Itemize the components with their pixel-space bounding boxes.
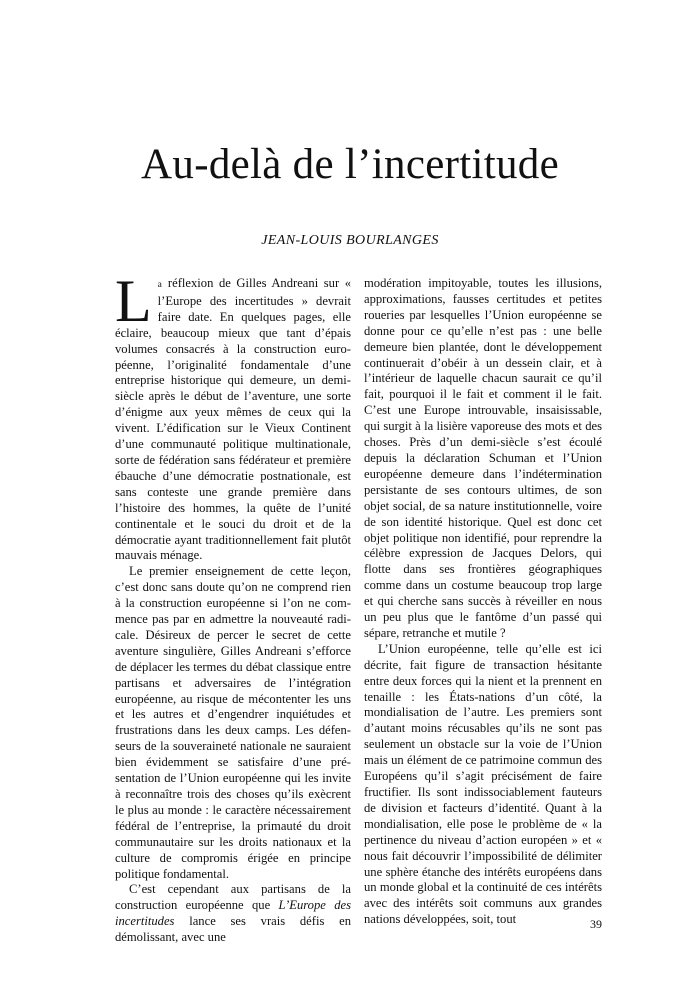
paragraph-3-text-a: C’est cependant aux partisans de la construction européenne que [115, 882, 351, 913]
paragraph-3 [115, 882, 351, 946]
paragraph-3-text-b: lance ses vrais défis en démolissant, avec une [115, 914, 351, 945]
paragraph-4: modération impitoyable, toutes les illusions, approximations, fausses certitudes et petites roueries par lesquelles l’Union européenne se donne pour ce qu’elle n’est pas : une belle demeure bien plantée, dont le développement continuerait d’obéir à un dessein clair, et à l’intérieur de laquelle chacun saurait ce qu’il fait, pourquoi il le fait et comment il le fait. C’est une Europe introuvable, insaisissable, qui surgit à la lisière vaporeuse des mots et des choses. Près d’un demi-siècle s’est écoulé depuis la déclaration Schuman et l’Union européenne demeure dans l’indétermination persistante de ses contours ultimes, de son objet social, de sa nature institutionnelle, voire de son identité historique. Quel est donc cet objet politique non identifié, pour reprendre la célèbre expression de Jacques Delors, qui flotte dans ses frontières géographiques comme dans un costume beaucoup trop large et qui cherche sans succès à réveiller en nous un peu plus que le fantôme d’un passé qui sépare, retranche et mutile ? [364, 276, 602, 640]
left-column [115, 268, 352, 946]
paragraph-1-text: réflexion de Gilles Andreani sur « l’Europe des incertitudes » devrait faire date. En quelques pages, elle éclaire, beaucoup mieux que tant d’épais volumes consacrés à la construction européenne, l’originalité fondamentale d’une entreprise historique qui demeure, un demi-siècle après le début de l’aventure, une sorte d’énigme aux yeux mêmes de ceux qui la vivent. L’édification sur le Vieux Continent d’une communauté politique multinationale, sorte de fédération sans fédérateur et première ébauche d’une démocratie postnationale, est sans conteste une grande première dans l’histoire des hommes, la quête de l’unité continentale et le souci du droit et de la démocratie ayant traditionnellement fait plutôt mauvais ménage. [115, 276, 351, 563]
article-title: Au-delà de l’incertitude [141, 141, 559, 188]
right-column [364, 276, 602, 928]
page-number: 39 [590, 917, 602, 931]
first-word-smallcap: a [157, 280, 163, 290]
paragraph-1 [115, 268, 351, 564]
paragraph-5: L’Union européenne, telle qu’elle est ici décrite, fait figure de transaction hésitante entre deux forces qui la nient et la prennent en tenaille : les États-nations d’un côté, la mondialisation de l’autre. Les premiers sont d’autant moins récusables qu’ils ne sont pas seulement un obstacle sur la voie de l’Union mais un élément de ce patrimoine commun des Européens qu’il s’agit précisément de faire fructifier. Ils sont indissociablement fauteurs de division et facteurs d’identité. Quant à la mondialisation, elle pose le problème de « la pertinence du niveau d’action européen » et « nous fait découvrir l’impossibilité de délimiter une sphère étanche des intérêts européens dans un monde global et la continuité de ces intérêts avec des intérêts soit communs aux grandes nations développées, soit, tout [364, 641, 602, 927]
paragraph-2: Le premier enseignement de cette leçon, c’est donc sans doute qu’on ne comprend rien à la construction européenne si l’on ne commence pas par en admettre la nouveauté radicale. Désireux de percer le secret de cette aventure singulière, Gilles Andreani s’efforce de déplacer les termes du débat classique entre partisans et adversaires de l’intégration européenne, au risque de mécontenter les uns et les autres et d’engendrer inquiétudes et frustrations dans les deux camps. Les défenseurs de la souveraineté nationale ne sauraient bien évidemment se satisfaire d’une présentation de l’Union européenne qui les invite à reconnaître trois des choses qu’ils exècrent le plus au monde : le caractère nécessairement fédéral de l’entreprise, la primauté du droit communautaire sur les droits nationaux et la culture de compromis érigée en principe politique fondamental. [115, 564, 351, 881]
drop-cap: L [115, 268, 152, 334]
article-author: JEAN-LOUIS BOURLANGES [261, 233, 439, 248]
book-title-italic: L’Europe des incertitudes [115, 898, 352, 929]
